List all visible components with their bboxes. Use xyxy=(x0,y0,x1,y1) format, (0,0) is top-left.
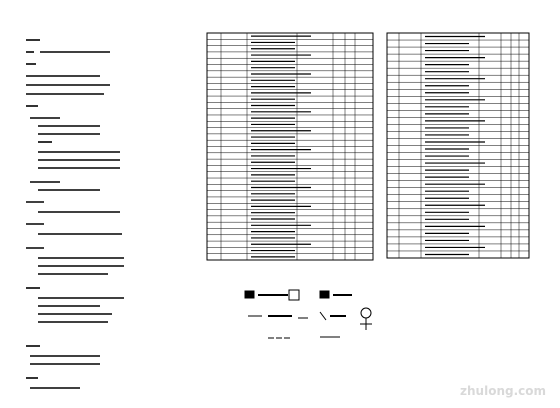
equipment-table-2 xyxy=(387,33,529,258)
symbol-legend xyxy=(245,290,372,338)
watermark: zhulong.com xyxy=(460,384,546,398)
equipment-table-1 xyxy=(207,33,373,260)
design-notes xyxy=(26,40,124,388)
